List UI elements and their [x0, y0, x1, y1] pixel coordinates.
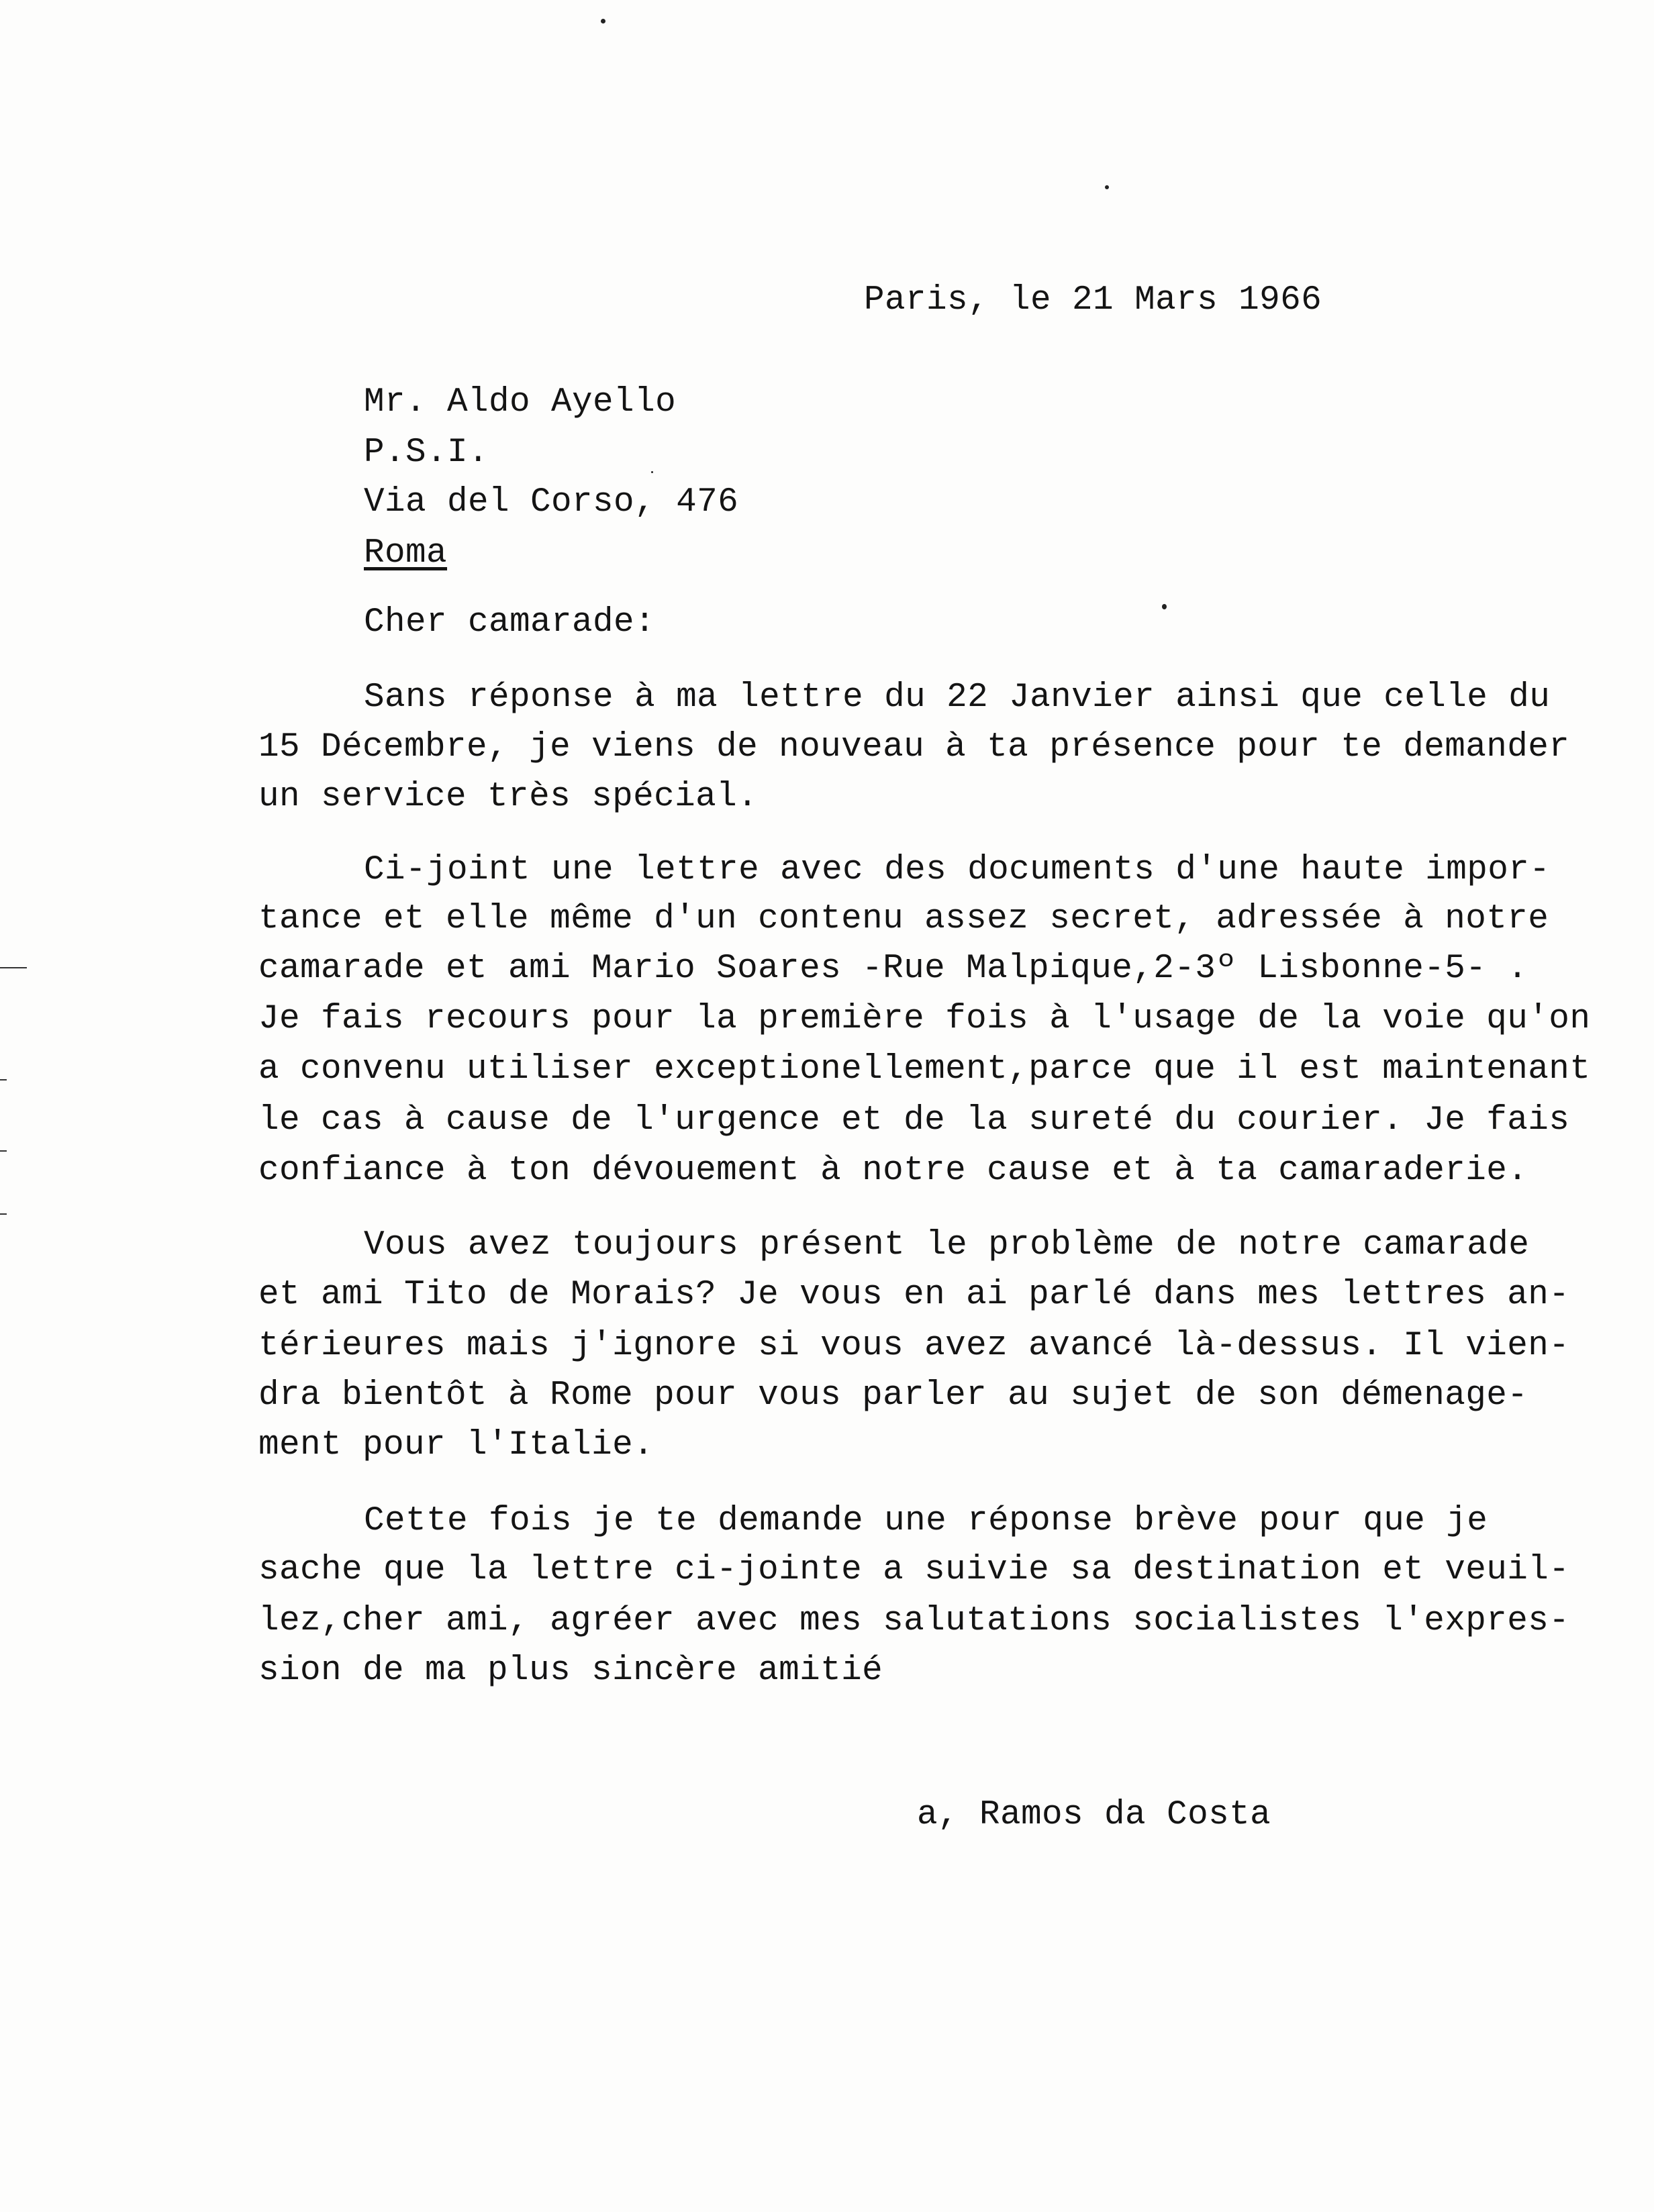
paragraph-3-line: et ami Tito de Morais? Je vous en ai parlé dans mes lettres an- — [258, 1276, 1570, 1314]
paragraph-3-line: térieures mais j'ignore si vous avez avancé là-dessus. Il vien- — [258, 1327, 1570, 1365]
paragraph-1-line: Sans réponse à ma lettre du 22 Janvier ainsi que celle du — [364, 678, 1551, 717]
paragraph-2-line: camarade et ami Mario Soares -Rue Malpique,2-3º Lisbonne-5- . — [258, 950, 1528, 988]
paragraph-3-line: Vous avez toujours présent le problème de notre camarade — [364, 1226, 1530, 1264]
letter-date: Paris, le 21 Mars 1966 — [864, 281, 1322, 319]
paragraph-4-line: sache que la lettre ci-jointe a suivie sa destination et veuil- — [258, 1551, 1570, 1589]
paragraph-3-line: dra bientôt à Rome pour vous parler au sujet de son démenage- — [258, 1376, 1528, 1415]
recipient-organization: P.S.I. — [364, 434, 489, 472]
paragraph-4-line: Cette fois je te demande une réponse brève pour que je — [364, 1502, 1488, 1540]
scan-speck — [1105, 185, 1109, 189]
edge-mark — [0, 1150, 7, 1152]
edge-mark — [0, 1213, 7, 1215]
recipient-name: Mr. Aldo Ayello — [364, 383, 677, 421]
edge-mark — [0, 1079, 7, 1080]
scan-speck — [601, 19, 605, 23]
paragraph-2-line: confiance à ton dévouement à notre cause et à ta camaraderie. — [258, 1152, 1528, 1190]
paragraph-1-line: 15 Décembre, je viens de nouveau à ta présence pour te demander — [258, 728, 1570, 766]
scan-speck — [1162, 604, 1167, 609]
paragraph-2-line: Je fais recours pour la première fois à l'usage de la voie qu'on — [258, 1000, 1591, 1038]
scan-speck — [651, 471, 653, 473]
greeting: Cher camarade: — [364, 603, 656, 642]
paragraph-2-line: a convenu utiliser exceptionellement,parce que il est maintenant — [258, 1050, 1591, 1089]
paragraph-2-line: le cas à cause de l'urgence et de la sureté du courier. Je fais — [258, 1101, 1570, 1140]
edge-mark — [0, 967, 27, 968]
paragraph-4-line: lez,cher ami, agréer avec mes salutations socialistes l'expres- — [258, 1602, 1570, 1640]
recipient-street: Via del Corso, 476 — [364, 483, 739, 521]
recipient-city: Roma — [364, 534, 448, 572]
paragraph-4-line: sion de ma plus sincère amitié — [258, 1652, 883, 1690]
paragraph-3-line: ment pour l'Italie. — [258, 1426, 654, 1464]
paragraph-1-line: un service très spécial. — [258, 778, 759, 816]
signature: a, Ramos da Costa — [917, 1796, 1271, 1834]
paragraph-2-line: Ci-joint une lettre avec des documents d'une haute impor- — [364, 851, 1551, 889]
paragraph-2-line: tance et elle même d'un contenu assez secret, adressée à notre — [258, 900, 1549, 938]
